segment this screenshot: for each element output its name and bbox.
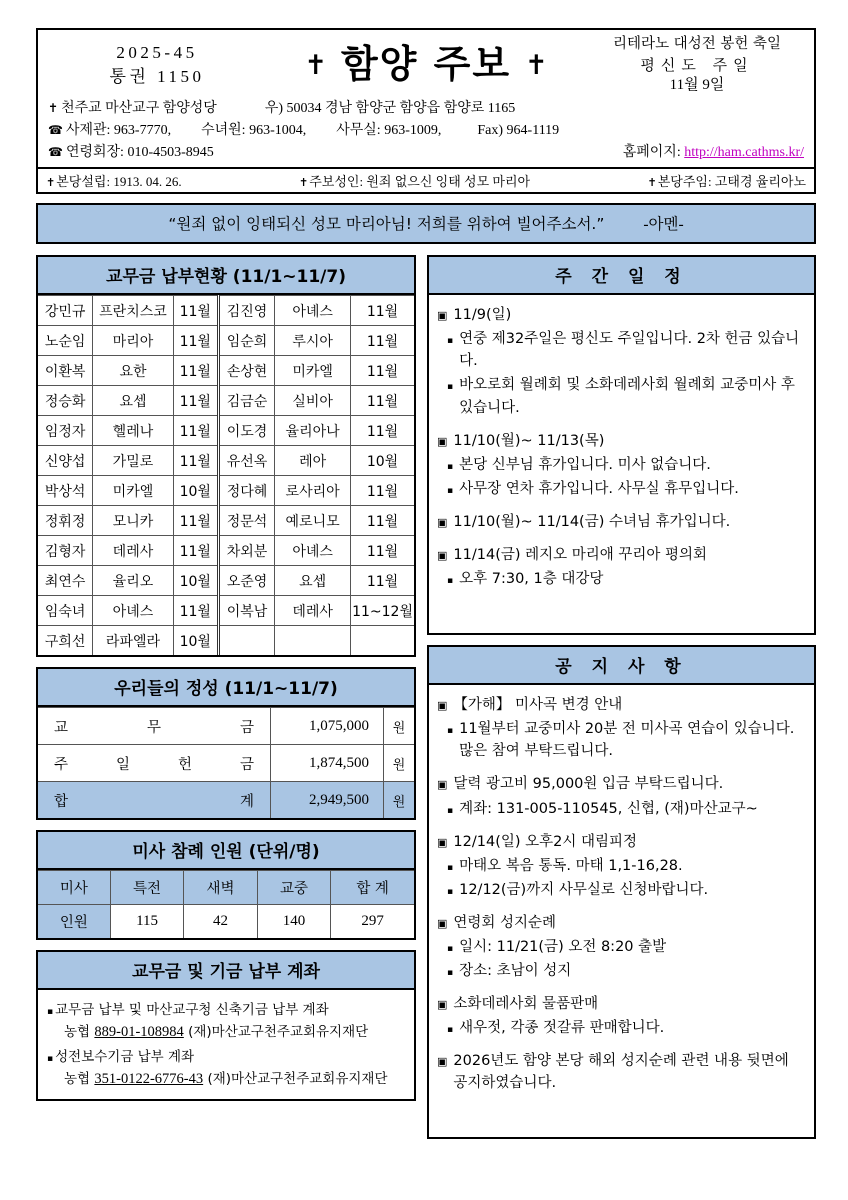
- group-spacer: [437, 1041, 806, 1050]
- motto-amen: -아멘-: [643, 216, 684, 234]
- offering-row: [38, 782, 414, 819]
- outlined-square-bullet-icon: ▣: [437, 434, 448, 448]
- square-bullet-icon: ▪: [47, 1007, 54, 1018]
- attendance-row-label: 인원: [38, 905, 110, 939]
- filled-square-bullet-icon: ▪: [447, 461, 454, 472]
- outlined-square-bullet-icon: ▣: [437, 778, 448, 792]
- list-group-heading: [437, 304, 806, 326]
- convent-label: 수녀원:: [201, 123, 246, 139]
- list-group-heading-text: 소화데레사회 물품판매: [453, 995, 599, 1012]
- donation-cell: 임숙녀: [38, 596, 93, 626]
- list-item: [447, 1017, 806, 1039]
- account-detail: [38, 1066, 414, 1091]
- table-row: [38, 326, 414, 356]
- group-spacer: [437, 764, 806, 773]
- donation-cell: 구희선: [38, 626, 93, 656]
- donation-cell: 박상석: [38, 476, 93, 506]
- attendance-table: [38, 870, 414, 938]
- offering-label: 교 무 금: [38, 708, 271, 745]
- filled-square-bullet-icon: ▪: [447, 805, 454, 816]
- list-group-heading: [437, 430, 806, 452]
- attendance-value-cell: 42: [184, 905, 257, 939]
- donation-cell: 11월: [351, 476, 414, 506]
- donation-cell: 미카엘: [275, 356, 351, 386]
- donation-cell: [275, 626, 351, 656]
- feast-date-block: [588, 35, 806, 95]
- list-item: [447, 374, 806, 418]
- list-item-text: 오후 7:30, 1층 대강당: [459, 570, 604, 587]
- account-owner: (재)마산교구천주교회유지재단: [188, 1024, 369, 1041]
- list-group-heading: [437, 773, 806, 795]
- offering-row: [38, 708, 414, 745]
- list-item: [447, 718, 806, 762]
- list-group-heading-text: 11/14(금) 레지오 마리애 꾸리아 평의회: [453, 546, 708, 563]
- phone-icon-1: ☎: [48, 123, 63, 138]
- donations-table: [38, 295, 414, 655]
- table-row: [38, 446, 414, 476]
- attendance-value-cell: 140: [257, 905, 330, 939]
- list-item-text: 새우젓, 각종 젓갈류 판매합니다.: [459, 1019, 665, 1036]
- donation-cell: 11월: [351, 566, 414, 596]
- attendance-panel: [36, 830, 416, 940]
- donation-cell: 노순임: [38, 326, 93, 356]
- table-row: [38, 596, 414, 626]
- account-heading: [38, 997, 414, 1019]
- list-item-text: 연중 제32주일은 평신도 주일입니다. 2차 헌금 있습니다.: [459, 331, 800, 370]
- phone-icon-2: ☎: [48, 145, 63, 160]
- group-spacer: [437, 421, 806, 430]
- donation-cell: 11월: [173, 596, 218, 626]
- patron-name: 원죄 없으신 잉태 성모 마리아: [366, 174, 531, 190]
- donation-cell: 11~12월: [351, 596, 414, 626]
- donation-cell: 김형자: [38, 536, 93, 566]
- donation-cell: 데레사: [275, 596, 351, 626]
- donation-cell: 11월: [173, 356, 218, 386]
- sunday-name: 평신도 주일: [640, 55, 754, 74]
- donation-cell: 데레사: [93, 536, 173, 566]
- offering-amount: 1,874,500: [271, 745, 384, 782]
- outlined-square-bullet-icon: ▣: [437, 309, 448, 323]
- donation-cell: 임순희: [218, 326, 274, 356]
- fax-number: 964-1119: [506, 123, 560, 139]
- list-item: [447, 478, 806, 500]
- attendance-title: 미사 참례 인원 (단위/명): [38, 832, 414, 870]
- account-heading-text: 성전보수기금 납부 계좌: [55, 1049, 195, 1066]
- donation-cell: 11월: [351, 326, 414, 356]
- filled-square-bullet-icon: ▪: [447, 485, 454, 496]
- donation-cell: 11월: [173, 446, 218, 476]
- donation-cell: 11월: [173, 536, 218, 566]
- donation-cell: 11월: [351, 536, 414, 566]
- offering-table: [38, 707, 414, 818]
- list-item-text: 사무장 연차 휴가입니다. 사무실 휴무입니다.: [459, 480, 739, 497]
- table-row: [38, 626, 414, 656]
- offering-label: 주 일 헌 금: [38, 745, 271, 782]
- donation-cell: 모니카: [93, 506, 173, 536]
- donation-cell: 10월: [351, 446, 414, 476]
- donation-cell: 11월: [351, 386, 414, 416]
- attendance-value-row: [38, 905, 414, 939]
- donation-cell: 예로니모: [275, 506, 351, 536]
- donation-cell: 헬레나: [93, 416, 173, 446]
- donation-cell: 김금순: [218, 386, 274, 416]
- donation-cell: 프란치스코: [93, 296, 173, 326]
- list-group-heading: [437, 1050, 806, 1094]
- outlined-square-bullet-icon: ▣: [437, 1054, 448, 1068]
- donations-panel: [36, 255, 416, 657]
- list-item: [447, 568, 806, 590]
- list-group-heading: [437, 544, 806, 566]
- donation-cell: 11월: [173, 296, 218, 326]
- list-item: [447, 879, 806, 901]
- list-item: [447, 328, 806, 372]
- donation-cell: 아녜스: [275, 536, 351, 566]
- donation-cell: 이복남: [218, 596, 274, 626]
- list-item-text: 본당 신부님 휴가입니다. 미사 없습니다.: [459, 456, 711, 473]
- motto-text: “원죄 없이 잉태되신 성모 마리아님! 저희를 위하여 빌어주소서.”: [168, 215, 605, 234]
- donation-cell: 라파엘라: [93, 626, 173, 656]
- donation-cell: 정승화: [38, 386, 93, 416]
- group-spacer: [437, 535, 806, 544]
- donation-cell: 10월: [173, 626, 218, 656]
- donation-cell: 레아: [275, 446, 351, 476]
- donation-cell: 로사리아: [275, 476, 351, 506]
- table-row: [38, 356, 414, 386]
- table-row: [38, 416, 414, 446]
- masthead-top: [38, 30, 814, 97]
- filled-square-bullet-icon: ▪: [447, 726, 454, 737]
- cross-icon-pastor: ✝: [647, 177, 657, 190]
- cross-icon-patron: ✝: [299, 177, 309, 190]
- list-item-text: 11월부터 교중미사 20분 전 미사곡 연습이 있습니다. 많은 참여 부탁드립니다.: [459, 721, 795, 760]
- group-spacer: [437, 822, 806, 831]
- purgatory-label: 연령회장:: [65, 145, 124, 161]
- filled-square-bullet-icon: ▪: [447, 862, 454, 873]
- group-spacer: [437, 903, 806, 912]
- offering-amount: 1,075,000: [271, 708, 384, 745]
- donation-cell: 유선옥: [218, 446, 274, 476]
- offering-title: 우리들의 정성 (11/1~11/7): [38, 669, 414, 707]
- founded-date: 1913. 04. 26.: [113, 174, 182, 190]
- filled-square-bullet-icon: ▪: [447, 382, 454, 393]
- list-group-heading: [437, 694, 806, 716]
- patron-label: 주보성인:: [309, 174, 364, 190]
- list-item-text: 장소: 초남이 성지: [459, 962, 572, 979]
- account-detail: [38, 1019, 414, 1044]
- bulletin-date: 11월 9일: [669, 76, 725, 93]
- list-item: [447, 960, 806, 982]
- offering-amount: 2,949,500: [271, 782, 384, 819]
- accounts-panel: [36, 950, 416, 1101]
- donation-cell: 이도경: [218, 416, 274, 446]
- outlined-square-bullet-icon: ▣: [437, 997, 448, 1011]
- group-spacer: [437, 502, 806, 511]
- list-item: [447, 855, 806, 877]
- table-row: [38, 536, 414, 566]
- homepage-line: [48, 142, 804, 164]
- table-row: [38, 296, 414, 326]
- right-column: [427, 255, 816, 1139]
- account-bank: 농협: [64, 1071, 91, 1088]
- list-item-text: 바오로회 월례회 및 소화데레사회 월례회 교중미사 후 있습니다.: [459, 377, 795, 416]
- list-group-heading: [437, 831, 806, 853]
- issue-serial-number: 통권 1150: [109, 67, 205, 87]
- donation-cell: 정휘정: [38, 506, 93, 536]
- group-spacer: [437, 984, 806, 993]
- schedule-panel: [427, 255, 816, 635]
- schedule-title: 주 간 일 정: [429, 257, 814, 295]
- parish-address: 우) 50034 경남 함양군 함양읍 함양로 1165: [264, 101, 516, 117]
- donation-cell: 미카엘: [93, 476, 173, 506]
- currency-unit: 원: [384, 782, 415, 819]
- list-item: [447, 936, 806, 958]
- donation-cell: 아녜스: [93, 596, 173, 626]
- donation-cell: 임정자: [38, 416, 93, 446]
- donation-cell: 정문석: [218, 506, 274, 536]
- pastor-name: 고태경 율리아노: [714, 174, 806, 190]
- list-group-heading-text: 연령회 성지순례: [453, 914, 557, 931]
- donation-cell: 율리아나: [275, 416, 351, 446]
- filled-square-bullet-icon: ▪: [447, 575, 454, 586]
- list-item: [447, 798, 806, 820]
- list-group-heading: [437, 993, 806, 1015]
- filled-square-bullet-icon: ▪: [447, 886, 454, 897]
- parish-name: 천주교 마산교구 함양성당: [61, 101, 217, 117]
- motto-banner: [36, 203, 816, 244]
- donation-cell: 11월: [173, 506, 218, 536]
- donation-cell: 김진영: [218, 296, 274, 326]
- donations-title: 교무금 납부현황 (11/1~11/7): [38, 257, 414, 295]
- donation-cell: 요셉: [93, 386, 173, 416]
- donation-cell: 11월: [351, 506, 414, 536]
- cross-icon-left: ✝: [304, 49, 327, 81]
- table-row: [38, 506, 414, 536]
- attendance-header-row: [38, 871, 414, 905]
- notices-title: 공 지 사 항: [429, 647, 814, 685]
- rectory-label: 사제관:: [65, 123, 111, 139]
- square-bullet-icon: ▪: [47, 1054, 54, 1065]
- patron-info: [299, 171, 530, 190]
- donation-cell: 신양섭: [38, 446, 93, 476]
- table-row: [38, 566, 414, 596]
- donation-cell: 11월: [173, 416, 218, 446]
- account-number: 351-0122-6776-43: [94, 1071, 204, 1088]
- donation-cell: 11월: [173, 326, 218, 356]
- list-group-heading-text: 12/14(일) 오후2시 대림피정: [453, 833, 638, 850]
- masthead-title-group: [264, 42, 588, 87]
- list-group-heading-text: 11/9(일): [453, 307, 512, 324]
- account-bank: 농협: [64, 1024, 91, 1041]
- list-group-heading: [437, 511, 806, 533]
- donation-cell: 루시아: [275, 326, 351, 356]
- currency-unit: 원: [384, 708, 415, 745]
- notices-panel: [427, 645, 816, 1139]
- donation-cell: 실비아: [275, 386, 351, 416]
- pastor-info: [648, 171, 806, 190]
- donation-cell: 10월: [173, 566, 218, 596]
- issue-year-number: 2025-45: [116, 42, 198, 62]
- list-item-text: 12/12(금)까지 사무실로 신청바랍니다.: [459, 881, 709, 898]
- outlined-square-bullet-icon: ▣: [437, 699, 448, 713]
- donation-cell: 정다혜: [218, 476, 274, 506]
- donation-cell: 최연수: [38, 566, 93, 596]
- convent-phone: 963-1004,: [249, 123, 307, 139]
- pastor-label: 본당주임:: [657, 174, 712, 190]
- phone-line: [48, 120, 804, 142]
- list-item-text: 계좌: 131-005-110545, 신협, (재)마산교구~: [459, 800, 758, 817]
- attendance-header-cell: 미사: [38, 871, 110, 905]
- founded-info: [46, 171, 182, 190]
- donation-cell: 차외분: [218, 536, 274, 566]
- masthead: [36, 28, 816, 194]
- cross-icon-address: ✝: [48, 101, 59, 116]
- donation-cell: [351, 626, 414, 656]
- list-group-heading: [437, 912, 806, 934]
- parish-address-line: [48, 98, 804, 120]
- donation-cell: 11월: [351, 296, 414, 326]
- list-group-heading-text: 11/10(월)~ 11/13(목): [453, 432, 605, 449]
- donation-cell: 요한: [93, 356, 173, 386]
- accounts-title: 교무금 및 기금 납부 계좌: [38, 952, 414, 990]
- outlined-square-bullet-icon: ▣: [437, 515, 448, 529]
- attendance-value-cell: 115: [110, 905, 183, 939]
- list-item-text: 마태오 복음 통독. 마태 1,1-16,28.: [459, 857, 683, 874]
- list-group-heading-text: 【가해】 미사곡 변경 안내: [453, 697, 623, 714]
- offering-label: 합 계: [38, 782, 271, 819]
- fax-label: Fax): [477, 123, 504, 139]
- donation-cell: 10월: [173, 476, 218, 506]
- attendance-value-cell: 297: [331, 905, 414, 939]
- rectory-phone: 963-7770,: [113, 123, 172, 139]
- donation-cell: 아녜스: [275, 296, 351, 326]
- filled-square-bullet-icon: ▪: [447, 967, 454, 978]
- outlined-square-bullet-icon: ▣: [437, 916, 448, 930]
- account-heading-text: 교무금 납부 및 마산교구청 신축기금 납부 계좌: [55, 1002, 329, 1019]
- purgatory-phone: 010-4503-8945: [127, 145, 214, 161]
- left-column: [36, 255, 416, 1139]
- donation-cell: 이환복: [38, 356, 93, 386]
- donation-cell: 11월: [351, 416, 414, 446]
- notices-body: [429, 685, 814, 1137]
- account-heading: [38, 1044, 414, 1066]
- donation-cell: 11월: [173, 386, 218, 416]
- account-number: 889-01-108984: [94, 1024, 184, 1041]
- parish-info-footer: [38, 167, 814, 192]
- account-owner: (재)마산교구천주교회유지재단: [207, 1071, 388, 1088]
- donation-cell: 요셉: [275, 566, 351, 596]
- filled-square-bullet-icon: ▪: [447, 943, 454, 954]
- feast-name: 리테라노 대성전 봉헌 축일: [613, 36, 781, 52]
- cross-icon-right: ✝: [525, 49, 548, 81]
- list-group-heading-text: 11/10(월)~ 11/14(금) 수녀님 휴가입니다.: [453, 513, 731, 530]
- list-group-heading-text: 달력 광고비 95,000원 입금 부탁드립니다.: [453, 776, 724, 793]
- donation-cell: 율리오: [93, 566, 173, 596]
- donation-cell: [218, 626, 274, 656]
- offering-row: [38, 745, 414, 782]
- content-columns: [36, 255, 816, 1139]
- outlined-square-bullet-icon: ▣: [437, 835, 448, 849]
- filled-square-bullet-icon: ▪: [447, 336, 454, 347]
- founded-label: 본당설립:: [56, 174, 111, 190]
- contact-block: [38, 97, 814, 167]
- currency-unit: 원: [384, 745, 415, 782]
- issue-number: [46, 41, 264, 89]
- donation-cell: 오준영: [218, 566, 274, 596]
- table-row: [38, 476, 414, 506]
- donation-cell: 강민규: [38, 296, 93, 326]
- list-item-text: 일시: 11/21(금) 오전 8:20 출발: [459, 938, 667, 955]
- office-phone: 963-1009,: [384, 123, 442, 139]
- attendance-header-cell: 새벽: [184, 871, 257, 905]
- donation-cell: 손상현: [218, 356, 274, 386]
- homepage-label: 홈페이지:: [622, 145, 681, 161]
- homepage-url[interactable]: http://ham.cathms.kr/: [684, 145, 804, 161]
- donation-cell: 마리아: [93, 326, 173, 356]
- outlined-square-bullet-icon: ▣: [437, 548, 448, 562]
- attendance-header-cell: 합 계: [331, 871, 414, 905]
- attendance-header-cell: 교중: [257, 871, 330, 905]
- office-label: 사무실:: [336, 123, 381, 139]
- accounts-body: [38, 990, 414, 1099]
- offering-panel: [36, 667, 416, 820]
- attendance-header-cell: 특전: [110, 871, 183, 905]
- schedule-body: [429, 295, 814, 633]
- cross-icon-founded: ✝: [46, 177, 56, 190]
- list-group-heading-text: 2026년도 함양 본당 해외 성지순례 관련 내용 뒷면에 공지하였습니다.: [453, 1052, 789, 1091]
- filled-square-bullet-icon: ▪: [447, 1024, 454, 1035]
- table-row: [38, 386, 414, 416]
- donation-cell: 11월: [351, 356, 414, 386]
- donation-cell: 가밀로: [93, 446, 173, 476]
- bulletin-title: 함양 주보: [340, 42, 512, 87]
- list-item: [447, 454, 806, 476]
